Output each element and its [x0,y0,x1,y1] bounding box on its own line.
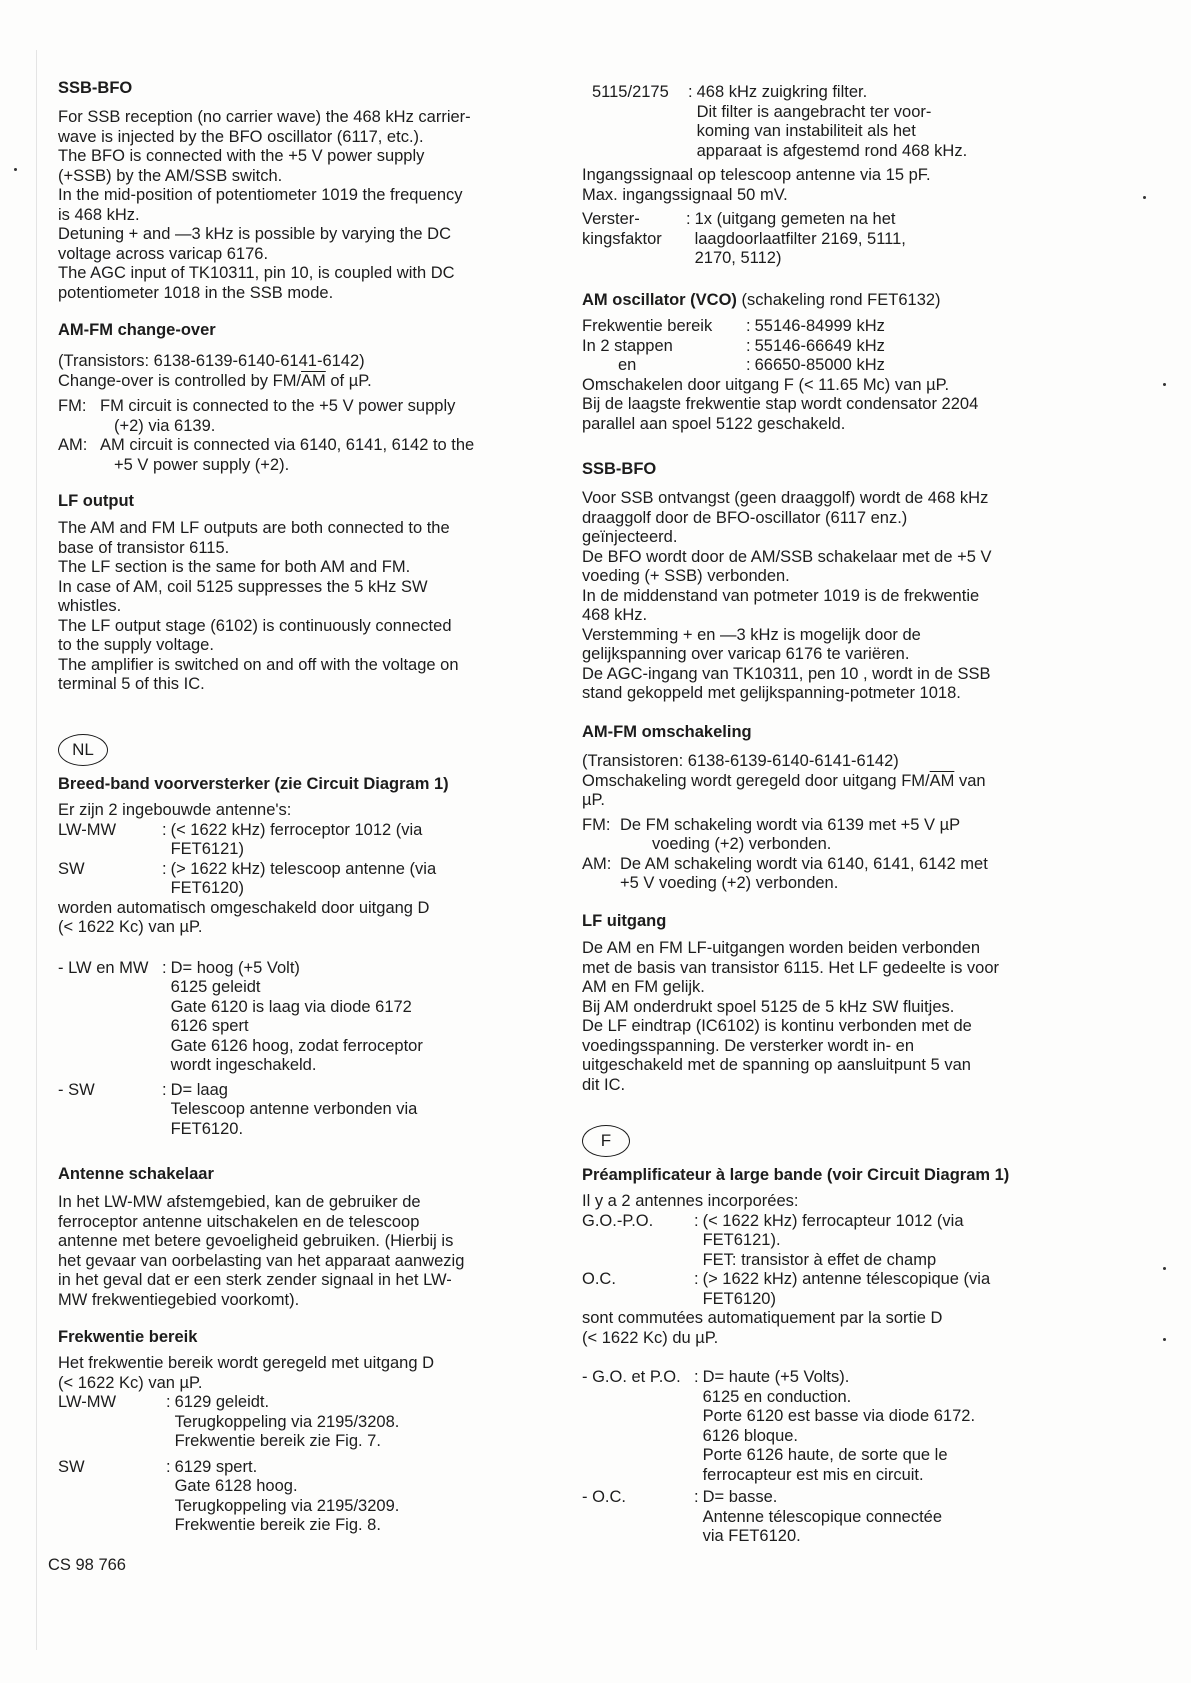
section-heading: LF output [58,492,135,510]
antenne-section [58,1164,538,1310]
section-heading: AM-FM change-over [58,321,216,339]
text-line: (Transistoren: 6138-6139-6140-6141-6142) [582,752,899,770]
text-line: The LF section is the same for both AM and FM. [58,558,411,576]
text-line: For SSB reception (no carrier wave) the 468 kHz carrier- [58,108,471,126]
amfm-changeover-section [58,320,538,475]
frekwentie-section [58,1327,538,1536]
ingang-text [582,166,1102,205]
text-line: (+SSB) by the AM/SSB switch. [58,166,283,185]
scan-speck [1163,383,1166,386]
list-item: FM: FM circuit is connected to the +5 V power supply (+2) via 6139. [58,397,456,435]
scan-speck [1163,1267,1166,1270]
text-line: is 468 kHz. [58,205,140,224]
ssb-bfo-section-nl [582,459,1102,704]
scan-speck [1163,1338,1166,1341]
language-badge-f: F [582,1125,630,1157]
text-line: In case of AM, coil 5125 suppresses the 5 kHz SW [58,577,428,596]
text-line: base of transistor 6115. [58,538,230,557]
mode-item: - SW : D= laag Telescoop antenne verbonden via FET6120. [58,1080,418,1138]
text-line: AM en FM gelijk. [582,978,705,996]
list-item: FM: De FM schakeling wordt via 6139 met +5 V µP voeding (+2) verbonden. [582,815,961,853]
am-oscillator-section [582,290,1102,434]
list-item: SW : 6129 spert. Gate 6128 hoog. Terugkoppeling via 2195/3209. Frekwentie bereik zie Fig. 8. [58,1457,400,1534]
text-line: worden automatisch omgeschakeld door uitgang D [58,898,430,917]
list-item: LW-MW : 6129 geleidt. Terugkoppeling via 2195/3208. Frekwentie bereik zie Fig. 7. [58,1393,400,1450]
lf-uitgang-section [582,911,1102,1095]
section-heading: Préamplificateur à large bande (voir Circuit Diagram 1) [582,1166,1010,1184]
ssb-bfo-section-en [58,78,538,303]
section-heading: Antenne schakelaar [58,1165,214,1183]
text-line: De LF eindtrap (IC6102) is kontinu verbonden met de [582,1017,972,1035]
text-line: 468 kHz. [582,606,648,624]
list-item: LW-MW : (< 1622 kHz) ferroceptor 1012 (via FET6121) [58,820,423,858]
section-heading: Breed-band voorversterker (zie Circuit Diagram 1) [58,775,449,793]
nl-section [58,734,538,1139]
freq-row: Frekwentie bereik : 55146-84999 kHz [582,317,885,335]
text-line: De AGC-ingang van TK10311, pen 10 , wordt in de SSB [582,664,991,683]
section-heading: AM-FM omschakeling [582,723,752,741]
text-line: met de basis van transistor 6115. Het LF gedeelte is voor [582,958,999,977]
list-item: SW : (> 1622 kHz) telescoop antenne (via FET6120) [58,859,437,897]
text-line: Voor SSB ontvangst (geen draaggolf) wordt de 468 kHz [582,489,989,507]
text-line: parallel aan spoel 5122 geschakeld. [582,414,846,433]
text-line: voedingsspanning. De versterker wordt in- en [582,1036,915,1055]
text-line: De AM en FM LF-uitgangen worden beiden verbonden [582,939,981,957]
list-item: G.O.-P.O. : (< 1622 kHz) ferrocapteur 1012 (via FET6121). FET: transistor à effet de champ [582,1211,964,1269]
text-line: antenne met betere gevoeligheid gebruiken. (Hierbij is [58,1232,454,1250]
text-line: The LF output stage (6102) is continuously connected [58,616,452,635]
language-badge-nl: NL [58,734,108,766]
freq-row: en : 66650-85000 kHz [618,356,885,374]
text-line: Bij de laagste frekwentie stap wordt condensator 2204 [582,395,979,413]
lf-output-section [58,491,538,695]
text-line: In the mid-position of potentiometer 1019 the frequency [58,186,463,204]
text-line: Max. ingangssignaal 50 mV. [582,185,788,204]
text-line: Omschakelen door uitgang F (< 11.65 Mc) van µP. [582,375,950,394]
text-line: µP. [582,791,605,809]
text-line: In de middenstand van potmeter 1019 is de frekwentie [582,586,980,605]
text-line: The amplifier is switched on and off with the voltage on [58,655,459,674]
document-number: CS 98 766 [48,1556,126,1574]
amfm-omschakeling-section [582,722,1102,894]
text-line: voeding (+ SSB) verbonden. [582,567,790,585]
text-line: terminal 5 of this IC. [58,675,205,693]
text-line: The AGC input of TK10311, pin 10, is coupled with DC [58,264,455,282]
scan-speck [14,168,17,171]
text-line: voltage across varicap 6176. [58,244,269,263]
text-line: uitgeschakeld met de spanning op aansluitpunt 5 van [582,1056,971,1074]
mode-item: - O.C. : D= basse. Antenne télescopique connectée via FET6120. [582,1488,943,1545]
text-line: het gevaar van oorbelasting van het apparaat aanwezig [58,1251,465,1270]
text-line: De BFO wordt door de AM/SSB schakelaar met de +5 V [582,547,992,566]
text-line: Detuning + and —3 kHz is possible by varying the DC [58,225,451,243]
text-line: Er zijn 2 ingebouwde antenne's: [58,801,292,819]
text-line: In het LW-MW afstemgebied, kan de gebruiker de [58,1193,421,1211]
text-line: Ingangssignaal op telescoop antenne via 15 pF. [582,166,931,184]
text-line: dit IC. [582,1075,626,1094]
section-heading: SSB-BFO [582,460,657,478]
mode-item: - LW en MW : D= hoog (+5 Volt) 6125 geleidt Gate 6120 is laag via diode 6172 6126 spert Gate 6126 hoog, zodat ferroceptor wordt ingeschakeld. [58,958,423,1074]
section-heading: SSB-BFO [58,79,133,97]
text-line: stand gekoppeld met gelijkspanning-potmeter 1018. [582,684,961,702]
mode-item: - G.O. et P.O. : D= haute (+5 Volts). 6125 en conduction. Porte 6120 est basse via diode 6172. 6126 bloque. Porte 6126 haute, de sorte que le ferrocapteur est mis en circuit. [582,1368,976,1484]
text-line: Change-over is controlled by $FM/\overline{AM}$ of µP. [58,371,372,390]
text-line: Omschakeling wordt geregeld door uitgang $FM/\overline{AM}$ van [582,771,986,790]
freq-row: In 2 stappen : 55146-66649 kHz [582,336,885,355]
text-line: The BFO is connected with the +5 V power supply [58,147,425,165]
text-line: gelijkspanning over varicap 6176 te variëren. [582,645,910,663]
text-line: ferroceptor antenne uitschakelen en de telescoop [58,1212,420,1231]
text-line: Het frekwentie bereik wordt geregeld met uitgang D [58,1354,435,1372]
filter-label: 5115/2175 [592,83,669,101]
section-heading: Frekwentie bereik [58,1328,198,1346]
section-heading: AM oscillator (VCO) (schakeling rond FET6132) [582,291,941,309]
text-line: (Transistors: 6138-6139-6140-6141-6142) [58,352,365,370]
list-item: AM: De AM schakeling wordt via 6140, 6141, 6142 met +5 V voeding (+2) verbonden. [582,854,988,892]
page-binding-line [36,50,37,1650]
text-line: Il y a 2 antennes incorporées: [582,1192,799,1210]
text-line: sont commutées automatiquement par la sortie D [582,1309,943,1327]
text-line: draaggolf door de BFO-oscillator (6117 enz.) [582,508,908,527]
section-heading: LF uitgang [582,912,667,930]
text-line: MW frekwentiegebied voorkomt). [58,1290,300,1309]
text-line: Verstemming + en —3 kHz is mogelijk door de [582,625,921,644]
text-line: Bij AM onderdrukt spoel 5125 de 5 kHz SW fluitjes. [582,997,955,1016]
text-line: in het geval dat er een sterk zender signaal in het LW- [58,1271,452,1289]
text-line: geïnjecteerd. [582,528,678,546]
list-item: AM: AM circuit is connected via 6140, 6141, 6142 to the +5 V power supply (+2). [58,436,475,474]
versterking-item: Verster- kingsfaktor : 1x (uitgang gemeten na het laagdoorlaatfilter 2169, 5111, 2170, 5112) [582,210,906,267]
text-line: whistles. [58,597,122,615]
text-line: (< 1622 Kc) van µP. [58,918,203,936]
scan-speck [1143,196,1146,199]
text-line: (< 1622 Kc) du µP. [582,1328,719,1347]
list-item: O.C. : (> 1622 kHz) antenne télescopique (via FET6120) [582,1270,991,1308]
text-line: to the supply voltage. [58,636,214,654]
text-line: potentiometer 1018 in the SSB mode. [58,283,334,302]
f-section [582,1125,1102,1547]
text-line: (< 1622 Kc) van µP. [58,1373,203,1392]
filter-item: 5115/2175 : 468 kHz zuigkring filter. Dit filter is aangebracht ter voor- koming van instabiliteit als het apparaat is afgestemd rond 468 kHz. [582,83,1102,161]
text-line: wave is injected by the BFO oscillator (6117, etc.). [58,127,424,146]
text-line: The AM and FM LF outputs are both connected to the [58,519,450,537]
